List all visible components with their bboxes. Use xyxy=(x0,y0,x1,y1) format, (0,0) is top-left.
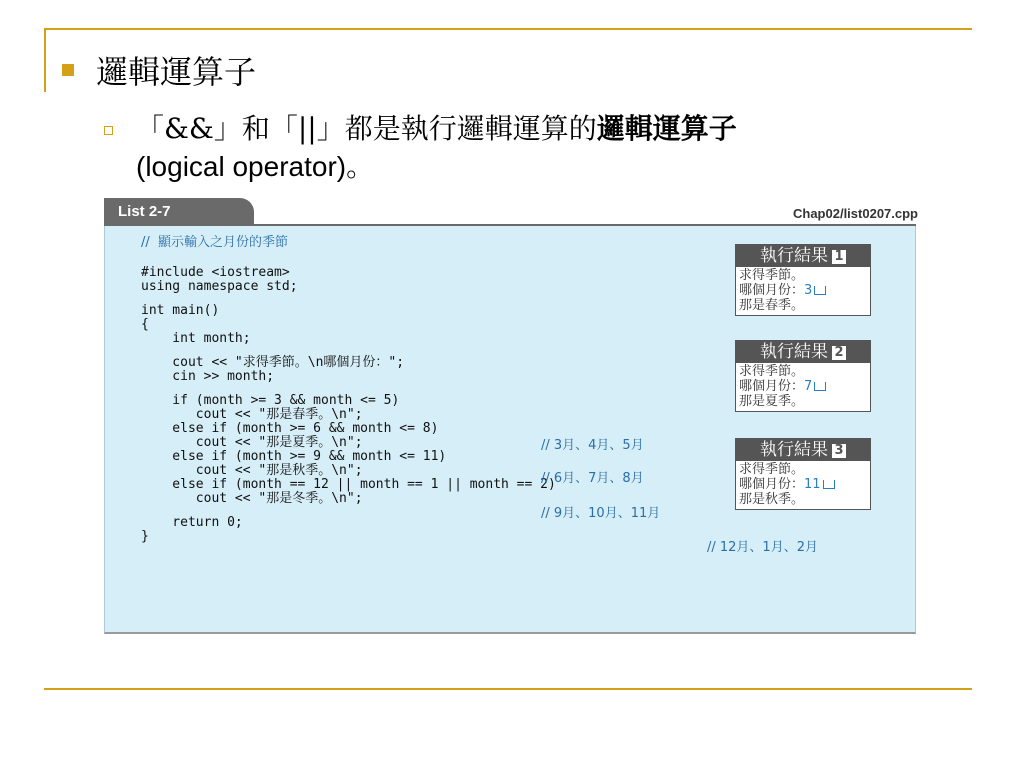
hollow-square-bullet-icon xyxy=(104,126,113,135)
result-header xyxy=(736,245,870,267)
result-line1: 求得季節。 xyxy=(739,268,805,283)
result-body xyxy=(736,267,870,315)
result-prompt: 哪個月份： xyxy=(739,379,805,394)
code-line: else if (month == 12 || month == 1 || month == 2) xyxy=(141,477,556,492)
result-box-1 xyxy=(735,244,871,316)
result-line3: 那是春季。 xyxy=(739,298,805,313)
result-box-3 xyxy=(735,438,871,510)
code-line: if (month >= 3 && month <= 5) xyxy=(141,393,400,408)
listing-body xyxy=(104,226,916,634)
result-title: 執行結果 xyxy=(760,246,828,266)
code-block xyxy=(141,266,556,544)
code-line: } xyxy=(141,529,149,544)
result-line1: 求得季節。 xyxy=(739,364,805,379)
result-number: 2 xyxy=(832,346,846,360)
result-prompt: 哪個月份： xyxy=(739,477,805,492)
sub-text-part1: 「&&」和「||」都是執行邏輯運算的 xyxy=(136,112,597,145)
code-line: cin >> month; xyxy=(141,369,275,384)
result-body xyxy=(736,363,870,411)
result-header xyxy=(736,439,870,461)
sub-bullet-text xyxy=(136,110,964,186)
left-rule xyxy=(44,28,46,92)
enter-key-icon xyxy=(814,286,826,295)
code-line: cout << "那是春季。\n"; xyxy=(141,407,363,422)
code-line: cout << "求得季節。\n哪個月份："; xyxy=(141,355,405,370)
bullet-level1 xyxy=(62,50,256,90)
result-line2 xyxy=(739,477,867,492)
code-line: cout << "那是冬季。\n"; xyxy=(141,491,363,506)
result-box-2 xyxy=(735,340,871,412)
comment-winter: // 12月、1月、2月 xyxy=(707,540,818,555)
code-line: int main() xyxy=(141,303,220,318)
sub-text-bold: 邏輯運算子 xyxy=(596,112,737,145)
result-title: 執行結果 xyxy=(760,342,828,362)
listing-tab: List 2-7 xyxy=(104,198,254,226)
sub-text-part2: (logical operator)。 xyxy=(136,151,375,182)
result-line1: 求得季節。 xyxy=(739,462,805,477)
code-line: #include <iostream> xyxy=(141,265,290,280)
code-line: { xyxy=(141,317,149,332)
code-line: cout << "那是夏季。\n"; xyxy=(141,435,363,450)
square-bullet-icon xyxy=(62,64,74,76)
result-input: 7 xyxy=(804,379,813,394)
result-number: 1 xyxy=(832,250,846,264)
result-number: 3 xyxy=(832,444,846,458)
result-line3: 那是夏季。 xyxy=(739,394,805,409)
enter-key-icon xyxy=(823,480,835,489)
code-line: return 0; xyxy=(141,515,243,530)
comment-spring: // 3月、4月、5月 xyxy=(541,438,644,453)
heading-text: 邏輯運算子 xyxy=(96,53,257,91)
comment-autumn: // 9月、10月、11月 xyxy=(541,506,661,521)
bullet-level2 xyxy=(104,110,964,186)
top-rule xyxy=(44,28,972,30)
enter-key-icon xyxy=(814,382,826,391)
code-line: else if (month >= 9 && month <= 11) xyxy=(141,449,447,464)
result-line2 xyxy=(739,379,867,394)
code-line: else if (month >= 6 && month <= 8) xyxy=(141,421,439,436)
comment-header: // 顯示輸入之月份的季節 xyxy=(141,235,289,250)
code-line: using namespace std; xyxy=(141,279,298,294)
result-title: 執行結果 xyxy=(760,440,828,460)
bottom-rule xyxy=(44,688,972,690)
result-line3: 那是秋季。 xyxy=(739,492,805,507)
result-body xyxy=(736,461,870,509)
comment-summer: // 6月、7月、8月 xyxy=(541,471,644,486)
result-line2 xyxy=(739,283,867,298)
code-line: int month; xyxy=(141,331,251,346)
listing-filename: Chap02/list0207.cpp xyxy=(793,206,918,221)
result-prompt: 哪個月份： xyxy=(739,283,805,298)
result-input: 11 xyxy=(804,477,821,492)
code-listing xyxy=(104,196,916,636)
result-input: 3 xyxy=(804,283,813,298)
code-line: cout << "那是秋季。\n"; xyxy=(141,463,363,478)
result-header xyxy=(736,341,870,363)
